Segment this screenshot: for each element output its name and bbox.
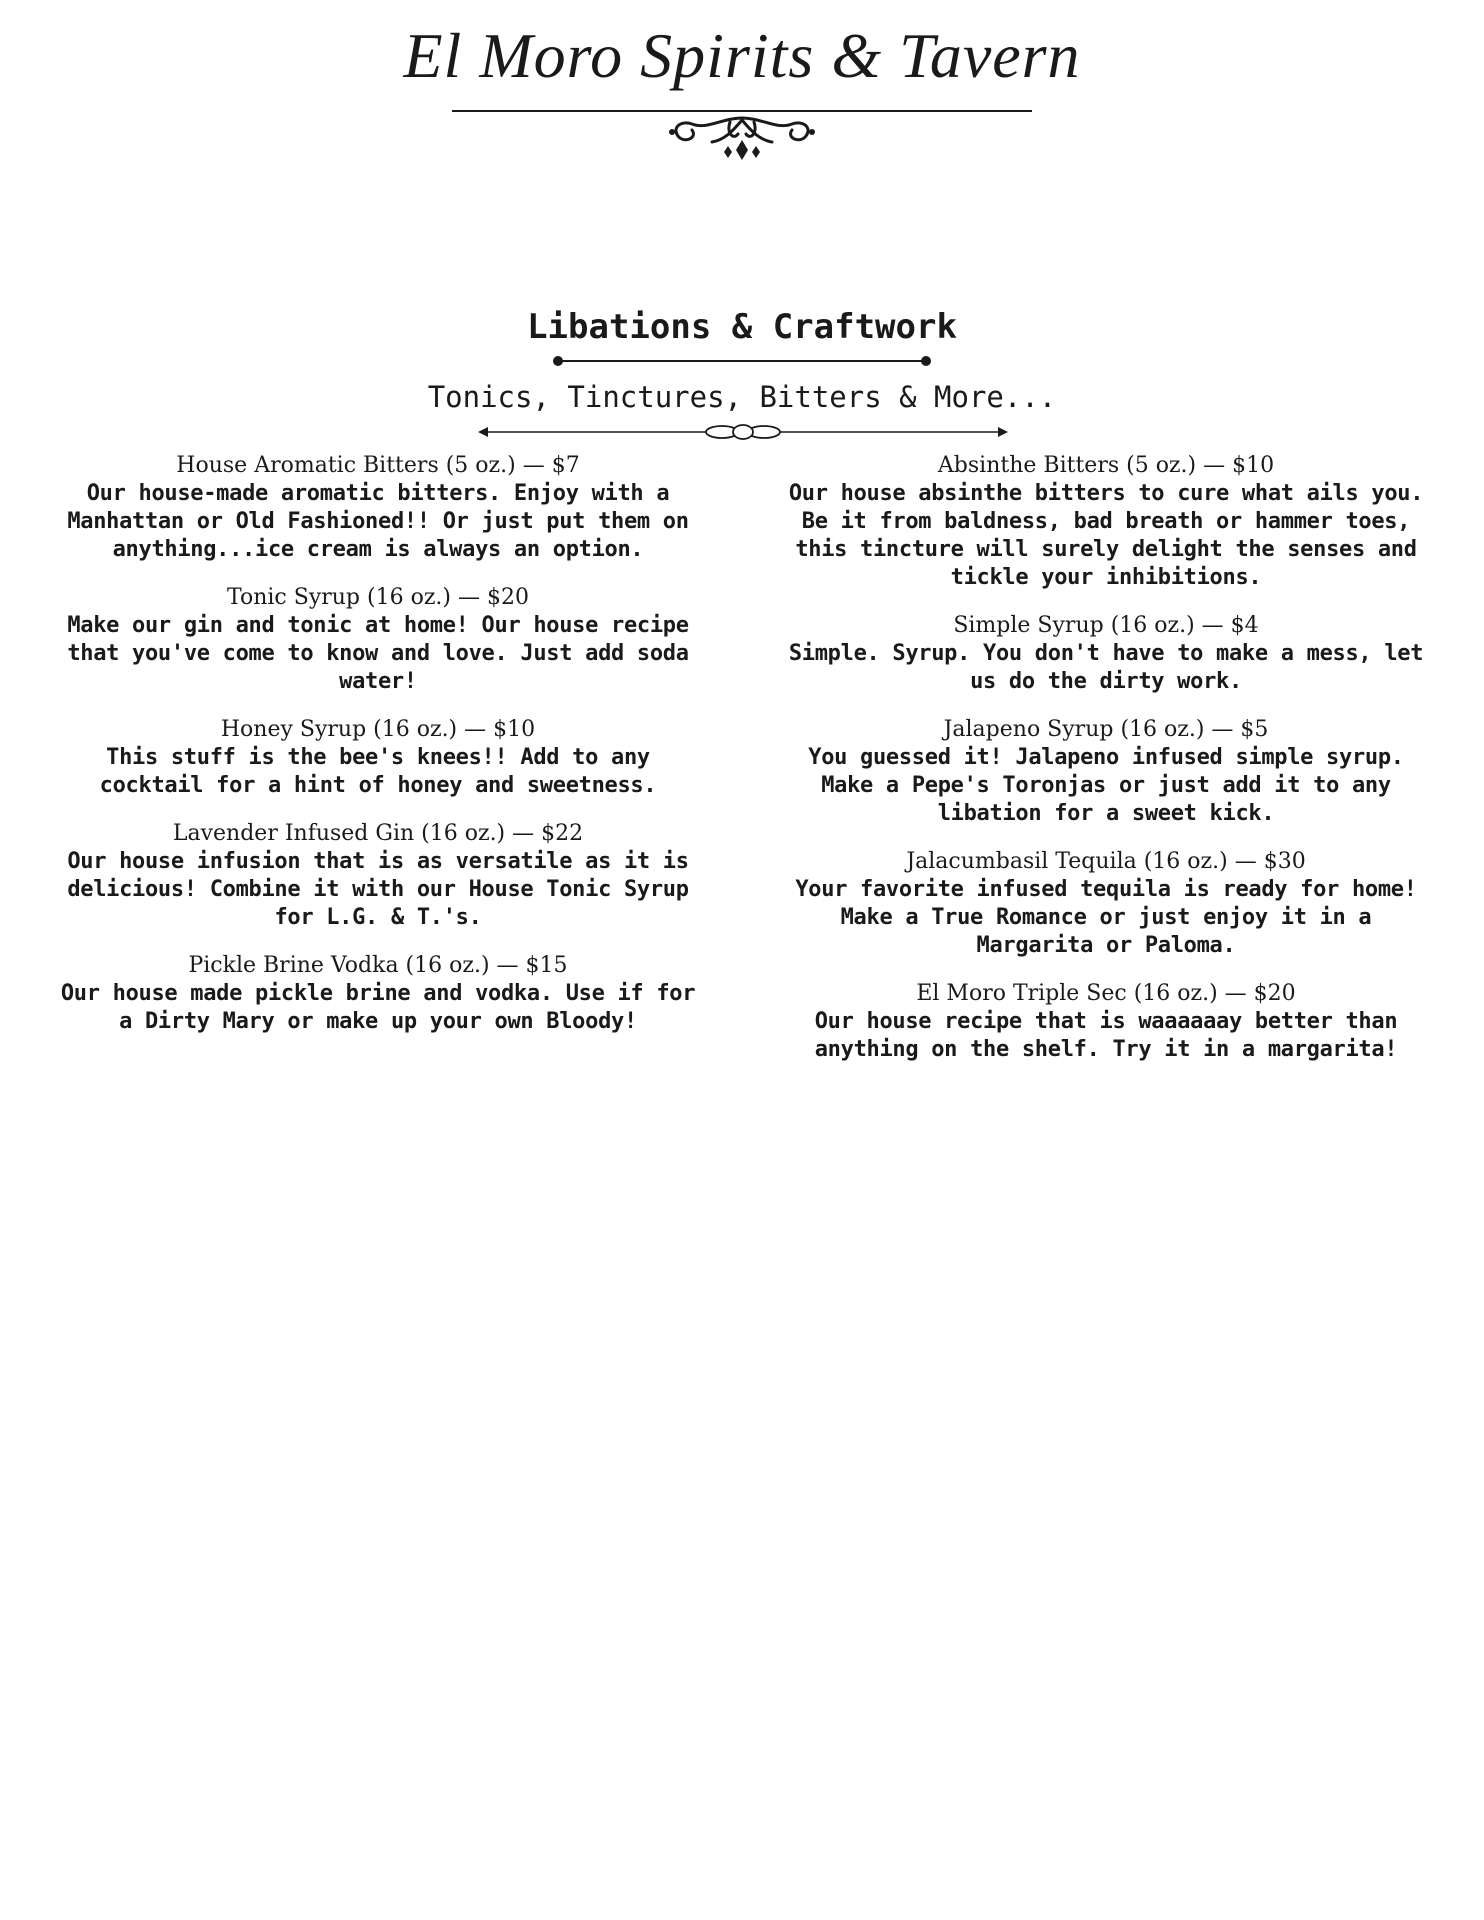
item-description: This stuff is the bee's knees!! Add to any cocktail for a hint of honey and sweetness. bbox=[99, 745, 657, 798]
section-divider bbox=[552, 355, 932, 367]
item-description: Make our gin and tonic at home! Our house recipe that you've come to know and love. Just add soda water! bbox=[67, 613, 689, 694]
item-description: Our house recipe that is waaaaaay better than anything on the shelf. Try it in a margarita! bbox=[814, 1009, 1398, 1062]
menu-item bbox=[48, 584, 708, 696]
item-title: House Aromatic Bitters (5 oz.) — $7 bbox=[176, 453, 580, 478]
item-title: Lavender Infused Gin (16 oz.) — $22 bbox=[172, 821, 584, 846]
item-description: Our house infusion that is as versatile as it is delicious! Combine it with our House Tonic Syrup for L.G. & T.'s. bbox=[67, 849, 689, 930]
item-title: Simple Syrup (16 oz.) — $4 bbox=[953, 613, 1259, 638]
menu-item bbox=[776, 612, 1436, 696]
item-description: Our house-made aromatic bitters. Enjoy with a Manhattan or Old Fashioned!! Or just put them on anything...ice cream is always an option. bbox=[67, 481, 689, 562]
item-title: El Moro Triple Sec (16 oz.) — $20 bbox=[916, 981, 1296, 1006]
item-description: Our house absinthe bitters to cure what ails you. Be it from baldness, bad breath or hammer toes, this tincture will surely delight the senses and tickle your inhibitions. bbox=[788, 481, 1424, 590]
item-title: Pickle Brine Vodka (16 oz.) — $15 bbox=[188, 953, 568, 978]
item-description: Our house made pickle brine and vodka. Use if for a Dirty Mary or make up your own Bloody! bbox=[60, 981, 696, 1034]
subtitle-divider bbox=[478, 422, 1008, 442]
menu-item bbox=[48, 820, 708, 932]
item-description: Simple. Syrup. You don't have to make a mess, let us do the dirty work. bbox=[788, 641, 1424, 694]
item-title: Honey Syrup (16 oz.) — $10 bbox=[220, 717, 536, 742]
item-title: Tonic Syrup (16 oz.) — $20 bbox=[227, 585, 529, 610]
section-title: Libations & Craftwork bbox=[527, 307, 957, 347]
item-description: Your favorite infused tequila is ready for home! Make a True Romance or just enjoy it in a Margarita or Paloma. bbox=[795, 877, 1417, 958]
left-column bbox=[48, 452, 708, 1056]
brand-title: El Moro Spirits & Tavern bbox=[403, 20, 1081, 91]
item-title: Jalacumbasil Tequila (16 oz.) — $30 bbox=[906, 849, 1306, 874]
menu-item bbox=[776, 848, 1436, 960]
menu-item bbox=[776, 980, 1436, 1064]
menu-item bbox=[776, 452, 1436, 592]
right-column bbox=[776, 452, 1436, 1084]
item-description: You guessed it! Jalapeno infused simple syrup. Make a Pepe's Toronjas or just add it to any libation for a sweet kick. bbox=[808, 745, 1404, 826]
menu-item bbox=[48, 952, 708, 1036]
section-subtitle: Tonics, Tinctures, Bitters & More... bbox=[427, 380, 1057, 414]
menu-item bbox=[48, 452, 708, 564]
item-title: Absinthe Bitters (5 oz.) — $10 bbox=[937, 453, 1275, 478]
menu-item bbox=[776, 716, 1436, 828]
flourish-icon bbox=[652, 110, 832, 166]
menu-item bbox=[48, 716, 708, 800]
item-title: Jalapeno Syrup (16 oz.) — $5 bbox=[943, 717, 1269, 742]
